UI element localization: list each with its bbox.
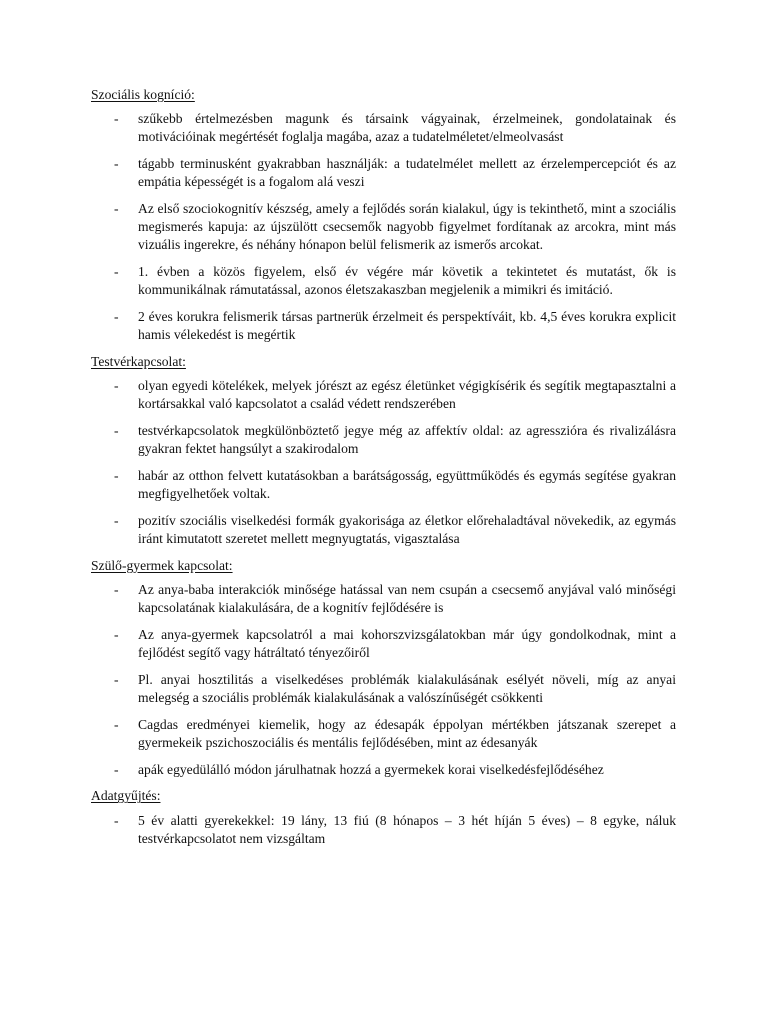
item-text: Pl. anyai hosztilitás a viselkedéses problémák kialakulásának esélyét növeli, míg az anyai melegség a szociális problémák kialakulásának a valószínűségét csökkenti (138, 671, 676, 705)
item-text: Az anya-gyermek kapcsolatról a mai kohorszvizsgálatokban már úgy gondolkodnak, mint a fejlődést segítő vagy hátráltató tényezőiről (138, 626, 676, 661)
section-data-collection (91, 787, 676, 848)
section-sibling-relationship (91, 353, 676, 548)
dash-bullet: - (114, 423, 119, 439)
dash-bullet: - (114, 581, 119, 597)
dash-bullet: - (114, 626, 119, 642)
item-text: testvérkapcsolatok megkülönböztető jegye még az affektív oldal: az agresszióra és rivalizálásra gyakran fektet hangsúlyt a szakirodalom (138, 423, 676, 457)
section-heading: Testvérkapcsolat: (91, 353, 186, 369)
bullet-list (91, 812, 676, 848)
item-text: olyan egyedi kötelékek, melyek jórészt az egész életünket végigkísérik és segítik megtapasztalni a kortársakkal való kapcsolatot a család védett rendszerében (138, 378, 676, 412)
item-text: tágabb terminusként gyakrabban használják: a tudatelmélet mellett az érzelempercepciót és az empátia képességét is a fogalom alá veszi (138, 156, 676, 190)
list-item (91, 581, 676, 617)
section-heading: Szociális kogníció: (91, 87, 195, 102)
list-item (91, 512, 676, 548)
section-heading: Szülő-gyermek kapcsolat: (91, 557, 233, 573)
list-item (91, 761, 676, 779)
item-text: Cagdas eredményei kiemelik, hogy az édesapák éppolyan mértékben játszanak szerepet a gyermekeik pszichoszociális és mentális fejlődésében, mint az édesanyák (138, 716, 676, 750)
item-text: Az anya-baba interakciók minősége hatással van nem csupán a csecsemő anyjával való minőségi kapcsolatának kialakulására, de a kognitív fejlődésére is (138, 581, 676, 616)
bullet-list (91, 377, 676, 548)
dash-bullet: - (114, 264, 119, 280)
list-item (91, 716, 676, 752)
item-text: habár az otthon felvett kutatásokban a barátságosság, együttműködés és egymás segítése gyakran megfigyelhetőek voltak. (138, 467, 676, 502)
dash-bullet: - (114, 671, 119, 687)
item-text: 2 éves korukra felismerik társas partnerük érzelmeit és perspektíváit, kb. 4,5 éves korukra explicit hamis vélekedést is megértik (138, 309, 676, 343)
dash-bullet: - (114, 467, 119, 483)
section-heading: Adatgyűjtés: (91, 788, 161, 804)
dash-bullet: - (114, 378, 119, 394)
section-parent-child-relationship (91, 557, 676, 779)
item-text: 1. évben a közös figyelem, első év végére már követik a tekintetet és mutatást, ők is kommunikálnak rámutatással, azonos életszakaszban megjelenik a mimikri és imitáció. (138, 264, 676, 298)
item-text: 5 év alatti gyerekekkel: 19 lány, 13 fiú (8 hónapos – 3 hét híján 5 éves) – 8 egyke, náluk testvérkapcsolatot nem vizsgáltam (138, 812, 676, 846)
list-item (91, 377, 676, 413)
list-item (91, 671, 676, 707)
list-item (91, 263, 676, 299)
dash-bullet: - (114, 111, 119, 127)
bullet-list (91, 581, 676, 779)
dash-bullet: - (114, 716, 119, 732)
item-text: Az első szociokognitív készség, amely a fejlődés során kialakul, úgy is tekinthető, mint a szociális megismerés kapuja: az újszülött csecsemők nagyobb figyelmet fordítanak az arcokra, mint más vizuális ingerekre, és néhány hónapon belül felismerik az ismerős arcokat. (138, 201, 676, 253)
list-item (91, 812, 676, 848)
section-social-cognition (91, 86, 676, 344)
list-item (91, 308, 676, 344)
list-item (91, 626, 676, 662)
dash-bullet: - (114, 156, 119, 172)
dash-bullet: - (114, 812, 119, 828)
dash-bullet: - (114, 761, 119, 777)
dash-bullet: - (114, 309, 119, 325)
list-item (91, 110, 676, 146)
dash-bullet: - (114, 201, 119, 217)
list-item (91, 422, 676, 458)
item-text: pozitív szociális viselkedési formák gyakorisága az életkor előrehaladtával növekedik, az egymás iránt kimutatott szeretet mellett megnyugtatás, vigasztalása (138, 512, 676, 547)
item-text: apák egyedülálló módon járulhatnak hozzá a gyermekek korai viselkedésfejlődéséhez (138, 761, 604, 777)
dash-bullet: - (114, 512, 119, 528)
bullet-list (91, 110, 676, 344)
list-item (91, 200, 676, 255)
item-text: szűkebb értelmezésben magunk és társaink vágyainak, érzelmeinek, gondolatainak és motivációinak megértését foglalja magába, azaz a tudatelméletet/elmeolvasást (138, 111, 676, 145)
list-item (91, 155, 676, 191)
list-item (91, 467, 676, 503)
